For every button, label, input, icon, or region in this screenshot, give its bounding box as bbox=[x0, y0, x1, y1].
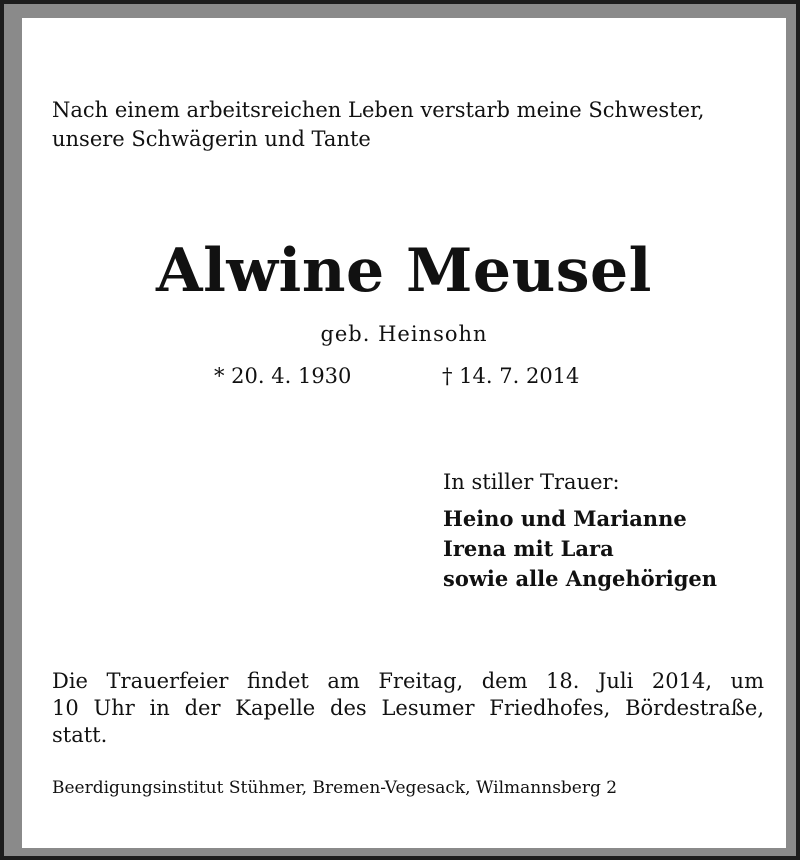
mourners-heading: In stiller Trauer: bbox=[443, 470, 620, 494]
funeral-home: Beerdigungsinstitut Stühmer, Bremen-Vegesack, Wilmannsberg 2 bbox=[52, 778, 618, 798]
mourner-name: sowie alle Angehörigen bbox=[443, 566, 718, 591]
death-date: † 14. 7. 2014 bbox=[442, 364, 580, 388]
birth-date: * 20. 4. 1930 bbox=[214, 364, 352, 388]
notice-frame-border bbox=[4, 4, 796, 856]
intro-line: Nach einem arbeitsreichen Leben verstarb meine Schwester, bbox=[52, 98, 705, 122]
mourner-name: Heino und Marianne bbox=[443, 506, 687, 531]
mourners-block bbox=[443, 468, 773, 594]
deceased-name: Alwine Meusel bbox=[156, 236, 652, 306]
obituary-notice bbox=[22, 18, 786, 848]
intro-line: unsere Schwägerin und Tante bbox=[52, 127, 371, 151]
maiden-name: geb. Heinsohn bbox=[320, 322, 488, 346]
mourners-list bbox=[443, 504, 773, 594]
ceremony-line: Die Trauerfeier findet am Freitag, dem 18. Juli 2014, um bbox=[52, 669, 764, 693]
ceremony-text bbox=[52, 668, 764, 749]
ceremony-line: statt. bbox=[52, 723, 108, 747]
ceremony-line: 10 Uhr in der Kapelle des Lesumer Friedhofes, Bördestraße, bbox=[52, 696, 764, 720]
intro-text bbox=[52, 96, 772, 154]
mourner-name: Irena mit Lara bbox=[443, 536, 614, 561]
